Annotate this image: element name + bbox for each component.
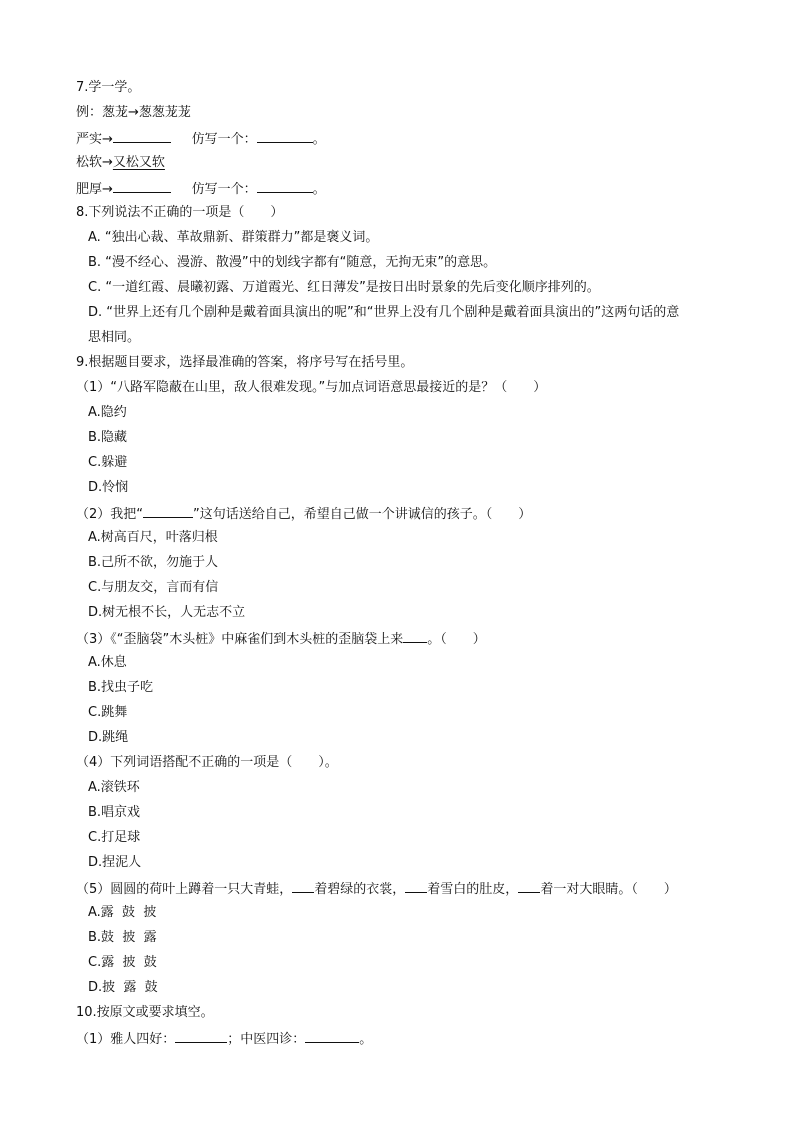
q9-sub3-option-d: D.跳绳 [88, 730, 129, 745]
q9-sub5-blank-3[interactable] [518, 878, 540, 893]
q7-line2-prefix: 松软→ [76, 155, 113, 170]
q8-option-c: C. “一道红霞、晨曦初露、万道霞光、红日薄发”是按日出时景象的先后变化顺序排列的。 [88, 280, 600, 295]
q9-sub2-question-pre: （2）我把“ [76, 507, 144, 522]
q7-line3-end: 。 [312, 182, 326, 197]
q10-sub1-pre: （1）雅人四好： [76, 1032, 176, 1047]
q9-sub4-option-d: D.捏泥人 [88, 855, 142, 870]
q9-sub2-option-d: D.树无根不长，人无志不立 [88, 605, 246, 620]
q9-sub3-question-pre: （3）《“歪脑袋”木头桩》中麻雀们到木头桩的歪脑袋上来 [76, 632, 404, 647]
q7-title: 7.学一学。 [76, 80, 141, 95]
q9-sub1-option-d: D.怜悯 [88, 480, 129, 495]
q8-option-d-line1: D. “世界上还有几个剧种是戴着面具演出的呢”和“世界上没有几个剧种是戴着面具演出的”这两句话的意 [88, 305, 680, 320]
q9-sub1-option-c: C.躲避 [88, 455, 128, 470]
q7-line1-mid: 仿写一个： [191, 132, 257, 147]
q9-sub2-option-b: B.己所不欲，勿施于人 [88, 555, 219, 570]
q10-sub1 [76, 1028, 372, 1050]
q9-sub1-option-b: B.隐藏 [88, 430, 128, 445]
q9-sub2-blank[interactable] [143, 503, 193, 518]
q9-sub3-blank[interactable] [403, 628, 427, 643]
q9-sub2-question [76, 503, 531, 525]
q7-example: 例：葱茏→葱葱茏茏 [76, 105, 191, 120]
q9-sub2-question-post: ”这句话送给自己，希望自己做一个讲诚信的孩子。（ ） [193, 507, 532, 522]
q7-line3-prefix: 肥厚→ [76, 182, 113, 197]
q9-sub4-option-c: C.打足球 [88, 830, 141, 845]
q9-sub4-question: （4）下列词语搭配不正确的一项是（ ）。 [76, 755, 338, 770]
q10-blank-2[interactable] [305, 1028, 359, 1043]
q8-title: 8.下列说法不正确的一项是（ ） [76, 205, 284, 220]
q7-line-2 [76, 153, 165, 173]
q9-sub1-option-a: A.隐约 [88, 405, 127, 420]
q9-sub5-blank-2[interactable] [405, 878, 427, 893]
q9-sub3-question [76, 628, 486, 650]
q9-sub3-option-a: A.休息 [88, 655, 127, 670]
q7-line1-end: 。 [312, 132, 326, 147]
q10-title: 10.按原文或要求填空。 [76, 1005, 214, 1020]
q9-sub4-option-b: B.唱京戏 [88, 805, 141, 820]
q7-line3-mid: 仿写一个： [191, 182, 257, 197]
q9-sub4-option-a: A.滚铁环 [88, 780, 140, 795]
q9-sub5-option-a: A.露 鼓 披 [88, 905, 157, 920]
q9-sub2-option-a: A.树高百尺，叶落归根 [88, 530, 218, 545]
q9-sub3-question-post: 。（ ） [427, 632, 486, 647]
q9-sub3-option-b: B.找虫子吃 [88, 680, 154, 695]
q9-sub5-question-c: 着雪白的肚皮， [427, 882, 519, 897]
q9-sub5-question-b: 着碧绿的衣裳， [314, 882, 406, 897]
q7-line-1 [76, 128, 326, 150]
q7-line-3 [76, 178, 326, 200]
q9-sub1-question: （1）“八路军隐蔽在山里，敌人很难发现。”与加点词语意思最接近的是？（ ） [76, 380, 547, 395]
q7-line2-answer: 又松又软 [112, 155, 165, 170]
q9-sub5-blank-1[interactable] [292, 878, 314, 893]
q7-blank-3[interactable] [113, 178, 171, 193]
q7-blank-4[interactable] [257, 178, 313, 193]
q10-sub1-end: 。 [359, 1032, 373, 1047]
q10-sub1-mid: ；中医四诊： [227, 1032, 306, 1047]
q9-sub5-question-a: （5）圆圆的荷叶上蹲着一只大青蛙， [76, 882, 293, 897]
q8-option-a: A. “独出心裁、革故鼎新、群策群力”都是褒义词。 [88, 230, 379, 245]
q8-option-d-line2: 思相同。 [88, 330, 141, 345]
q9-sub2-option-c: C.与朋友交，言而有信 [88, 580, 219, 595]
q9-sub5-option-c: C.露 披 鼓 [88, 955, 157, 970]
q8-option-b: B. “漫不经心、漫游、散漫”中的划线字都有“随意，无拘无束”的意思。 [88, 255, 497, 270]
q9-sub3-option-c: C.跳舞 [88, 705, 128, 720]
q7-blank-2[interactable] [257, 128, 313, 143]
q9-sub5-option-d: D.披 露 鼓 [88, 980, 158, 995]
q7-blank-1[interactable] [113, 128, 171, 143]
q9-sub5-question-d: 着一对大眼睛。（ ） [540, 882, 677, 897]
q9-sub5-option-b: B.鼓 披 露 [88, 930, 157, 945]
q10-blank-1[interactable] [175, 1028, 227, 1043]
q7-line1-prefix: 严实→ [76, 132, 113, 147]
q9-sub5-question [76, 878, 677, 900]
q9-title: 9.根据题目要求，选择最准确的答案，将序号写在括号里。 [76, 355, 414, 370]
